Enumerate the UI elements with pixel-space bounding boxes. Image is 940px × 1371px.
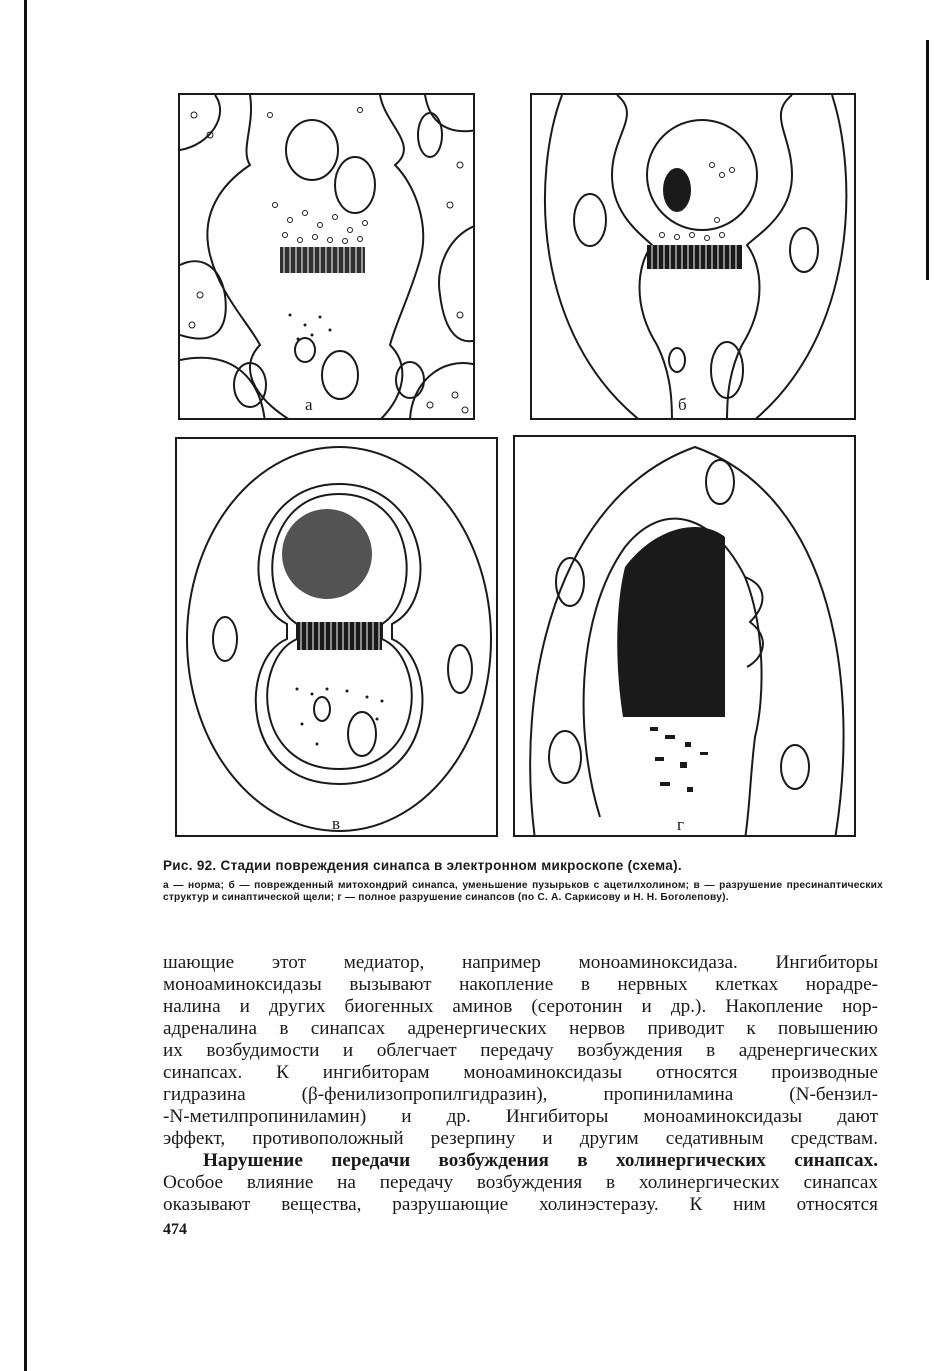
figure-panel-c [175,437,498,837]
figure-caption-body: а — норма; б — поврежденный митохондрий синапса, уменьшение пузырьков с ацетилхолином; в — разрушение пресинаптических структур и синаптической щели; г — полное разрушение синапсов (по С. А. Саркисову и Н. Н. Боголепову). [163,880,883,903]
synapse-presynaptic-destruction-drawing [177,439,498,837]
figure-panel-d [513,435,856,837]
figure-panel-b [530,93,856,420]
scan-edge-right [926,40,929,280]
figure-panel-a [178,93,475,420]
body-line: Особое влияние на передачу возбуждения в холинергических синапсах [163,1172,878,1193]
panel-letter-d: г [677,815,684,834]
synapse-damaged-mitochondria-drawing [532,95,856,420]
body-line: шающие этот медиатор, например моноаминоксидаза. Ингибиторы [163,952,878,973]
body-line: адреналина в синапсах адренергических нервов приводит к повышению [163,1018,878,1039]
synapse-complete-destruction-drawing [515,437,856,837]
body-line: эффект, противоположный резерпину и другим седативным средствам. [163,1128,878,1149]
body-line: их возбудимости и облегчает передачу возбуждения в адренергических [163,1040,878,1061]
page-number: 474 [163,1221,187,1238]
body-line: -N-метилпропиниламин) и др. Ингибиторы моноаминоксидазы дают [163,1106,878,1127]
synapse-normal-drawing [180,95,475,420]
scan-edge-left [24,0,27,1371]
panel-letter-a: а [305,395,313,414]
panel-letter-c: в [332,814,341,833]
body-line: моноаминоксидазы вызывают накопление в нервных клетках норадре- [163,974,878,995]
body-text [163,952,878,1216]
body-line: налина и других биогенных аминов (серотонин и др.). Накопление нор- [163,996,878,1017]
body-line: оказывают вещества, разрушающие холинэстеразу. К ним относятся [163,1194,878,1215]
body-line: гидразина (β-фенилизопропилгидразин), пропиниламина (N-бензил- [163,1084,878,1105]
figure-caption-title: Рис. 92. Стадии повреждения синапса в электронном микроскопе (схема). [163,858,682,873]
section-heading: Нарушение передачи возбуждения в холинергических синапсах. [203,1150,878,1171]
panel-letter-b: б [678,395,687,414]
body-line: синапсах. К ингибиторам моноаминоксидазы относятся производные [163,1062,878,1083]
